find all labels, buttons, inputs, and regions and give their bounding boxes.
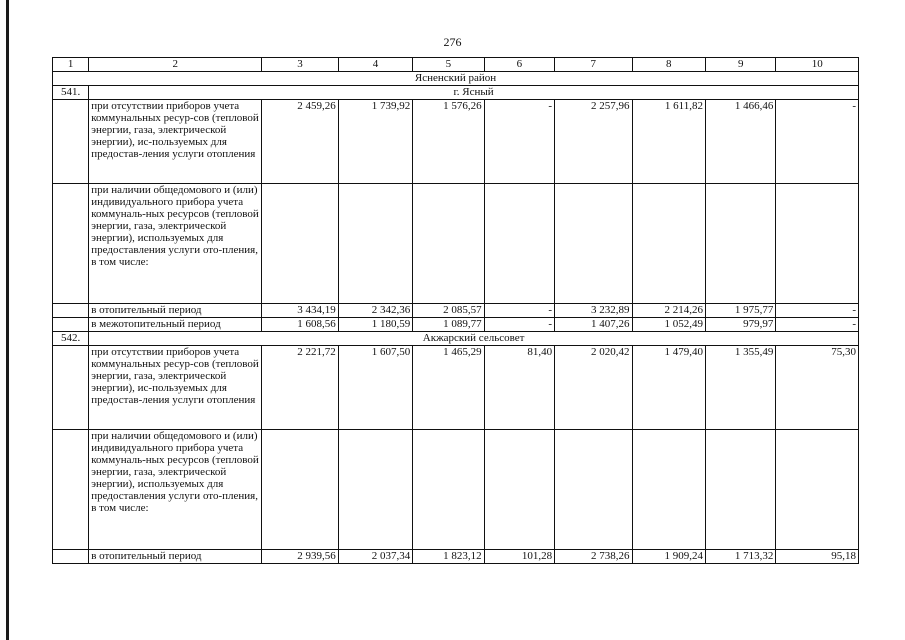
column-header: 9 (705, 58, 775, 72)
value-cell: - (776, 318, 859, 332)
column-header: 8 (632, 58, 705, 72)
row-label: в межотопительный период (89, 318, 262, 332)
scan-edge-line (6, 0, 9, 640)
column-header: 4 (338, 58, 412, 72)
value-cell: 2 342,36 (338, 304, 412, 318)
value-cell: 95,18 (776, 550, 859, 564)
row-number-cell (53, 550, 89, 564)
value-cell: 1 479,40 (632, 346, 705, 430)
row-number-cell (53, 346, 89, 430)
value-cell (705, 184, 775, 304)
table-row (53, 100, 859, 184)
column-header-row (53, 58, 859, 72)
column-header: 2 (89, 58, 262, 72)
column-header: 10 (776, 58, 859, 72)
value-cell: 1 576,26 (413, 100, 484, 184)
row-label: в отопительный период (89, 304, 262, 318)
value-cell: - (484, 100, 554, 184)
value-cell (413, 430, 484, 550)
value-cell (776, 430, 859, 550)
region-title: Ясненский район (53, 72, 859, 86)
value-cell: 2 257,96 (555, 100, 632, 184)
row-label: при отсутствии приборов учета коммунальных ресур-сов (тепловой энергии, газа, электрической энергии), ис-пользуемых для предостав-ления услуги отопления (89, 100, 262, 184)
value-cell: 75,30 (776, 346, 859, 430)
table-row (53, 318, 859, 332)
value-cell: 979,97 (705, 318, 775, 332)
row-number-cell (53, 304, 89, 318)
value-cell: 1 611,82 (632, 100, 705, 184)
column-header: 1 (53, 58, 89, 72)
column-header: 6 (484, 58, 554, 72)
row-number-cell (53, 318, 89, 332)
value-cell: 2 085,57 (413, 304, 484, 318)
value-cell: 2 214,26 (632, 304, 705, 318)
table-row (53, 550, 859, 564)
value-cell: 1 739,92 (338, 100, 412, 184)
value-cell: 2 738,26 (555, 550, 632, 564)
value-cell: 1 089,77 (413, 318, 484, 332)
row-number-cell (53, 100, 89, 184)
value-cell (776, 184, 859, 304)
value-cell: 2 020,42 (555, 346, 632, 430)
column-header: 7 (555, 58, 632, 72)
value-cell: - (484, 304, 554, 318)
value-cell: 1 713,32 (705, 550, 775, 564)
value-cell (705, 430, 775, 550)
value-cell: - (776, 100, 859, 184)
value-cell: 3 232,89 (555, 304, 632, 318)
table-row (53, 346, 859, 430)
table-row (53, 430, 859, 550)
value-cell: 1 607,50 (338, 346, 412, 430)
value-cell: - (776, 304, 859, 318)
section-row (53, 86, 859, 100)
tariff-table (52, 57, 859, 564)
section-name: г. Ясный (89, 86, 859, 100)
value-cell (338, 430, 412, 550)
value-cell (262, 184, 338, 304)
row-label: в отопительный период (89, 550, 262, 564)
row-label: при наличии общедомового и (или) индивидуального прибора учета коммуналь-ных ресурсов (тепловой энергии, газа, электрической энергии), используемых для предоставления услуги ото-пления, в том числе: (89, 430, 262, 550)
row-number-cell (53, 430, 89, 550)
value-cell: 1 407,26 (555, 318, 632, 332)
value-cell: 2 459,26 (262, 100, 338, 184)
table-row (53, 184, 859, 304)
region-row (53, 72, 859, 86)
row-number-cell (53, 184, 89, 304)
section-name: Акжарский сельсовет (89, 332, 859, 346)
value-cell: 1 180,59 (338, 318, 412, 332)
value-cell (338, 184, 412, 304)
value-cell: 1 823,12 (413, 550, 484, 564)
value-cell (484, 184, 554, 304)
value-cell (555, 430, 632, 550)
column-header: 5 (413, 58, 484, 72)
value-cell (262, 430, 338, 550)
table-body (53, 58, 859, 564)
row-label: при отсутствии приборов учета коммунальных ресур-сов (тепловой энергии, газа, электрической энергии), ис-пользуемых для предостав-ления услуги отопления (89, 346, 262, 430)
value-cell: 1 608,56 (262, 318, 338, 332)
value-cell: 1 909,24 (632, 550, 705, 564)
section-row (53, 332, 859, 346)
value-cell: 1 466,46 (705, 100, 775, 184)
section-number: 541. (53, 86, 89, 100)
value-cell (484, 430, 554, 550)
value-cell (555, 184, 632, 304)
value-cell: 1 355,49 (705, 346, 775, 430)
value-cell: 1 975,77 (705, 304, 775, 318)
section-number: 542. (53, 332, 89, 346)
row-label: при наличии общедомового и (или) индивидуального прибора учета коммуналь-ных ресурсов (тепловой энергии, газа, электрической энергии), используемых для предоставления услуги ото-пления, в том числе: (89, 184, 262, 304)
value-cell: 2 221,72 (262, 346, 338, 430)
value-cell: 2 037,34 (338, 550, 412, 564)
value-cell (632, 430, 705, 550)
value-cell: 2 939,56 (262, 550, 338, 564)
value-cell: 1 465,29 (413, 346, 484, 430)
column-header: 3 (262, 58, 338, 72)
value-cell: 1 052,49 (632, 318, 705, 332)
page-number: 276 (443, 35, 462, 49)
value-cell: 81,40 (484, 346, 554, 430)
value-cell: 3 434,19 (262, 304, 338, 318)
table-row (53, 304, 859, 318)
value-cell: 101,28 (484, 550, 554, 564)
value-cell (632, 184, 705, 304)
value-cell (413, 184, 484, 304)
value-cell: - (484, 318, 554, 332)
